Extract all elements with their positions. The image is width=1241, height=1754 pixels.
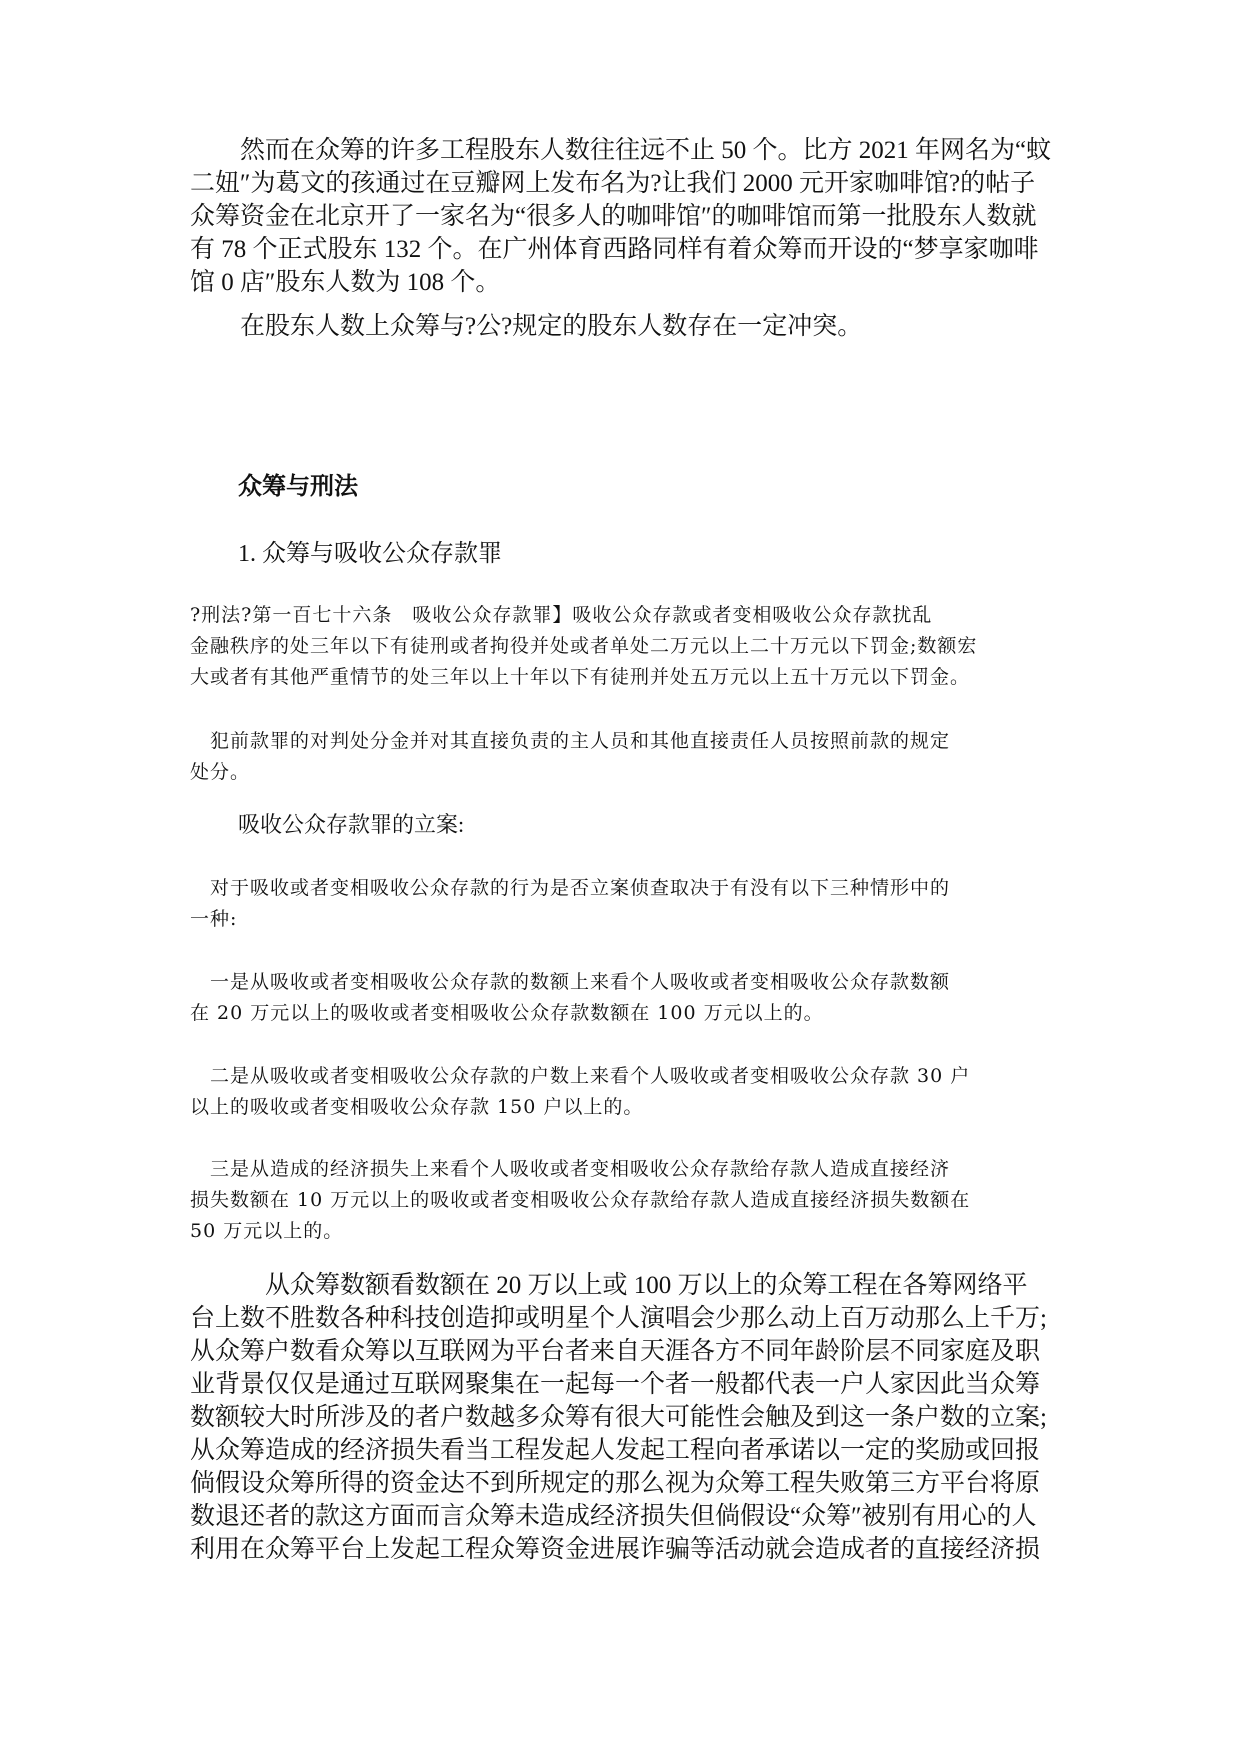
paragraph-crowdfunding-analysis: 从众筹数额看数额在 20 万以上或 100 万以上的众筹工程在各筹网络平 台上数不胜数各种科技创造抑或明星个人演唱会少那么动上百万动那么上千万; 从众筹户数看众筹以互联网为平台者来自天涯各方不同年龄阶层不同家庭及职 业背景仅仅是通过互联网聚集在一起每一个者一般都代表一户人家因此当众筹 数额较大时所涉及的者户数越多众筹有很大可能性会触及到这一条户数的立案; 从众筹造成的经济损失看当工程发起人发起工程向者承诺以一定的奖励或回报 倘假设众筹所得的资金达不到所规定的那么视为众筹工程失败第三方平台将原 数退还者的款这方面而言众筹未造成经济损失但倘假设“众筹″被别有用心的人 利用在众筹平台上发起工程众筹资金进展诈骗等活动就会造成者的直接经济损 xyxy=(190,1272,1047,1563)
case-filing-intro: 对于吸收或者变相吸收公众存款的行为是否立案侦查取决于有没有以下三种情形中的 一种: xyxy=(190,877,951,930)
paragraph-conflict: 在股东人数上众筹与?公?规定的股东人数存在一定冲突。 xyxy=(190,313,863,340)
case-filing-title: 吸收公众存款罪的立案: xyxy=(238,812,465,837)
subsection-heading: 1. 众筹与吸收公众存款罪 xyxy=(238,541,502,567)
case-criterion-amount: 一是从吸收或者变相吸收公众存款的数额上来看个人吸收或者变相吸收公众存款数额 在 20 万元以上的吸收或者变相吸收公众存款数额在 100 万元以上的。 xyxy=(190,971,951,1024)
law-article-176: ?刑法?第一百七十六条 吸收公众存款罪】吸收公众存款或者变相吸收公众存款扰乱 金融秩序的处三年以下有徒刑或者拘役并处或者单处二万元以上二十万元以下罚金;数额宏 大或者有其他严重情节的处三年以上十年以下有徒刑并处五万元以上五十万元以下罚金。 xyxy=(190,604,978,688)
paragraph-shareholder-count: 然而在众筹的许多工程股东人数往往远不止 50 个。比方 2021 年网名为“蚊 二妞″为葛文的孩通过在豆瓣网上发布名为?让我们 2000 元开家咖啡馆?的帖子 众筹资金在北京开了一家名为“很多人的咖啡馆″的咖啡馆而第一批股东人数就 有 78 个正式股东 132 个。在广州体育西路同样有着众筹而开设的“梦享家咖啡 馆 0 店″股东人数为 108 个。 xyxy=(190,137,1052,296)
law-article-unit-crime: 犯前款罪的对判处分金并对其直接负责的主人员和其他直接责任人员按照前款的规定 处分。 xyxy=(190,730,951,783)
case-criterion-losses: 三是从造成的经济损失上来看个人吸收或者变相吸收公众存款给存款人造成直接经济 损失数额在 10 万元以上的吸收或者变相吸收公众存款给存款人造成直接经济损失数额在 50 万元以上的。 xyxy=(190,1158,971,1242)
section-heading: 众筹与刑法 xyxy=(238,474,358,500)
case-criterion-households: 二是从吸收或者变相吸收公众存款的户数上来看个人吸收或者变相吸收公众存款 30 户 以上的吸收或者变相吸收公众存款 150 户以上的。 xyxy=(190,1065,971,1118)
